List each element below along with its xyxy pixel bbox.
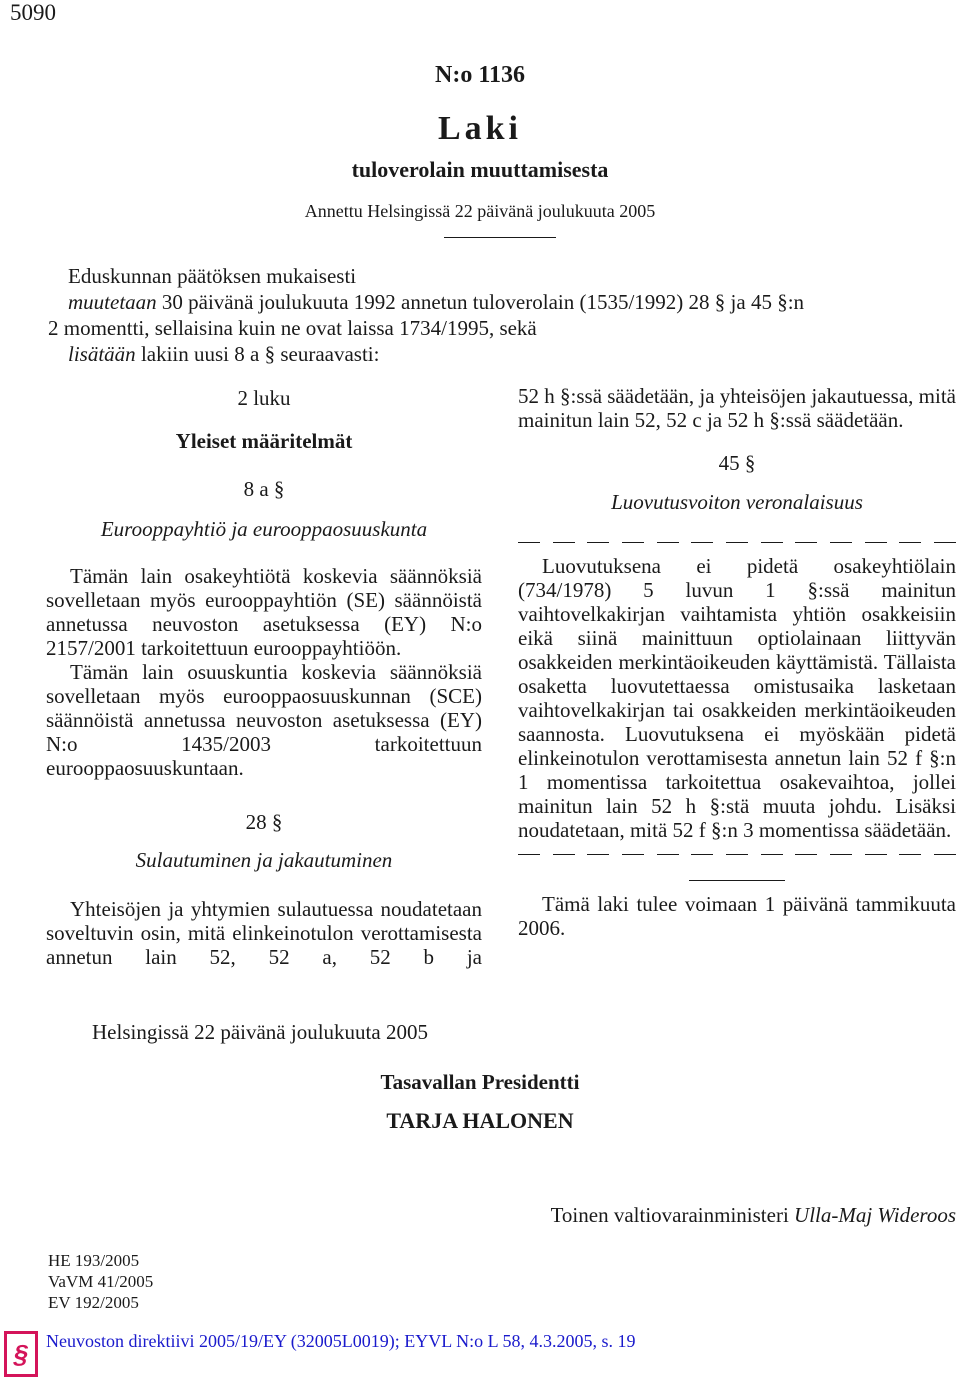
omission-dashes-bottom: [518, 842, 956, 866]
preamble-line-2: [48, 289, 958, 315]
legislative-references: [48, 1250, 153, 1313]
section-divider: [689, 880, 785, 881]
directive-reference-link[interactable]: Neuvoston direktiivi 2005/19/EY (32005L0019); EYVL N:o L 58, 4.3.2005, s. 19: [46, 1331, 636, 1351]
section-28-paragraph: Yhteisöjen ja yhtymien sulautuessa noudatetaan soveltuvin osin, mitä elinkeinotulon verottamisesta annetun lain 52, 52 a, 52 b ja: [46, 897, 482, 969]
reference-ev: EV 192/2005: [48, 1293, 139, 1312]
section-8a-paragraph-1: Tämän lain osakeyhtiötä koskevia säännöksiä sovelletaan myös eurooppayhtiön (SE) säännöistä annetussa neuvoston asetuksessa (EY) N:o 2157/2001 tarkoitettuun eurooppayhtiöön.: [46, 564, 482, 660]
left-column: [46, 384, 482, 969]
preamble-line-4: [48, 341, 958, 367]
section-8a-number: 8 a §: [243, 477, 285, 501]
section-45-title: Luovutusvoiton veronalaisuus: [611, 490, 863, 514]
minister-name: Ulla-Maj Wideroos: [794, 1203, 956, 1227]
chapter-title: Yleiset määritelmät: [175, 429, 353, 453]
minister-title: Toinen valtiovarainministeri: [550, 1203, 795, 1227]
reference-vavm: VaVM 41/2005: [48, 1272, 154, 1291]
statute-number: N:o 1136: [435, 62, 525, 88]
section-8a-title: Eurooppayhtiö ja eurooppaosuuskunta: [100, 517, 428, 541]
preamble-line-3: 2 momentti, sellaisina kuin ne ovat laissa 1734/1995, sekä: [48, 316, 537, 340]
chapter-number: 2 luku: [237, 386, 291, 410]
section-28-title: Sulautuminen ja jakautuminen: [135, 848, 393, 872]
given-date: Annettu Helsingissä 22 päivänä joulukuuta 2005: [304, 201, 656, 221]
right-column: [518, 384, 956, 940]
section-28-continuation: 52 h §:ssä säädetään, ja yhteisöjen jakautuessa, mitä mainitun lain 52, 52 c ja 52 h §:ssä säädetään.: [518, 384, 956, 432]
preamble-line-4-text: lakiin uusi 8 a § seuraavasti:: [135, 342, 380, 366]
president-title: Tasavallan Presidentti: [380, 1070, 580, 1094]
page-subtitle: tuloverolain muuttamisesta: [351, 157, 609, 182]
entry-into-force: Tämä laki tulee voimaan 1 päivänä tammikuuta 2006.: [518, 892, 956, 940]
preamble: [48, 263, 958, 367]
omission-dashes-top: [518, 530, 956, 554]
reference-he: HE 193/2005: [48, 1251, 140, 1270]
page-number: 5090: [10, 0, 56, 25]
page-title: Laki: [437, 110, 523, 147]
minister-signature: [551, 1203, 956, 1228]
preamble-verb-add: lisätään: [68, 342, 136, 366]
preamble-line-1: Eduskunnan päätöksen mukaisesti: [68, 264, 357, 288]
preamble-verb-amend: muutetaan: [68, 290, 157, 314]
section-45-paragraph: Luovutuksena ei pidetä osakeyhtiölain (734/1978) 5 luvun 1 §:ssä mainitun vaihtovelkakirjan vaihtamista yhtiön osakkeisiin eikä siinä mainittuun optiolainaan liittyvän osakkeiden merkintäoikeuden käyttämistä. Tällaista osaketta luovutettaessa omistusaika lasketaan vaihtovelkakirjan tai osakkeiden merkintäoikeuden saannosta. Luovutuksena ei myöskään pidetä elinkeinotulon verottamisesta annetun lain 52 f §:n 1 momentissa tarkoitettua osakevaihtoa, jollei mainitun lain 52 h §:stä muuta johdu. Lisäksi noudatetaan, mitä 52 f §:n 3 momentissa säädetään.: [518, 554, 956, 842]
place-and-date: Helsingissä 22 päivänä joulukuuta 2005: [92, 1020, 428, 1044]
preamble-line-2-text: 30 päivänä joulukuuta 1992 annetun tuloverolain (1535/1992) 28 § ja 45 §:n: [156, 290, 805, 314]
title-divider: [444, 237, 556, 238]
section-28-number: 28 §: [245, 810, 283, 834]
section-45-number: 45 §: [718, 451, 756, 475]
president-name: TARJA HALONEN: [386, 1108, 574, 1133]
section-8a-paragraph-2: Tämän lain osuuskuntia koskevia säännöksiä sovelletaan myös eurooppaosuuskunnan (SCE) säännöistä annetussa neuvoston asetuksessa (EY) N:o 1435/2003 tarkoitettuun eurooppaosuuskuntaan.: [46, 660, 482, 780]
section-logo-icon: §: [4, 1331, 38, 1377]
